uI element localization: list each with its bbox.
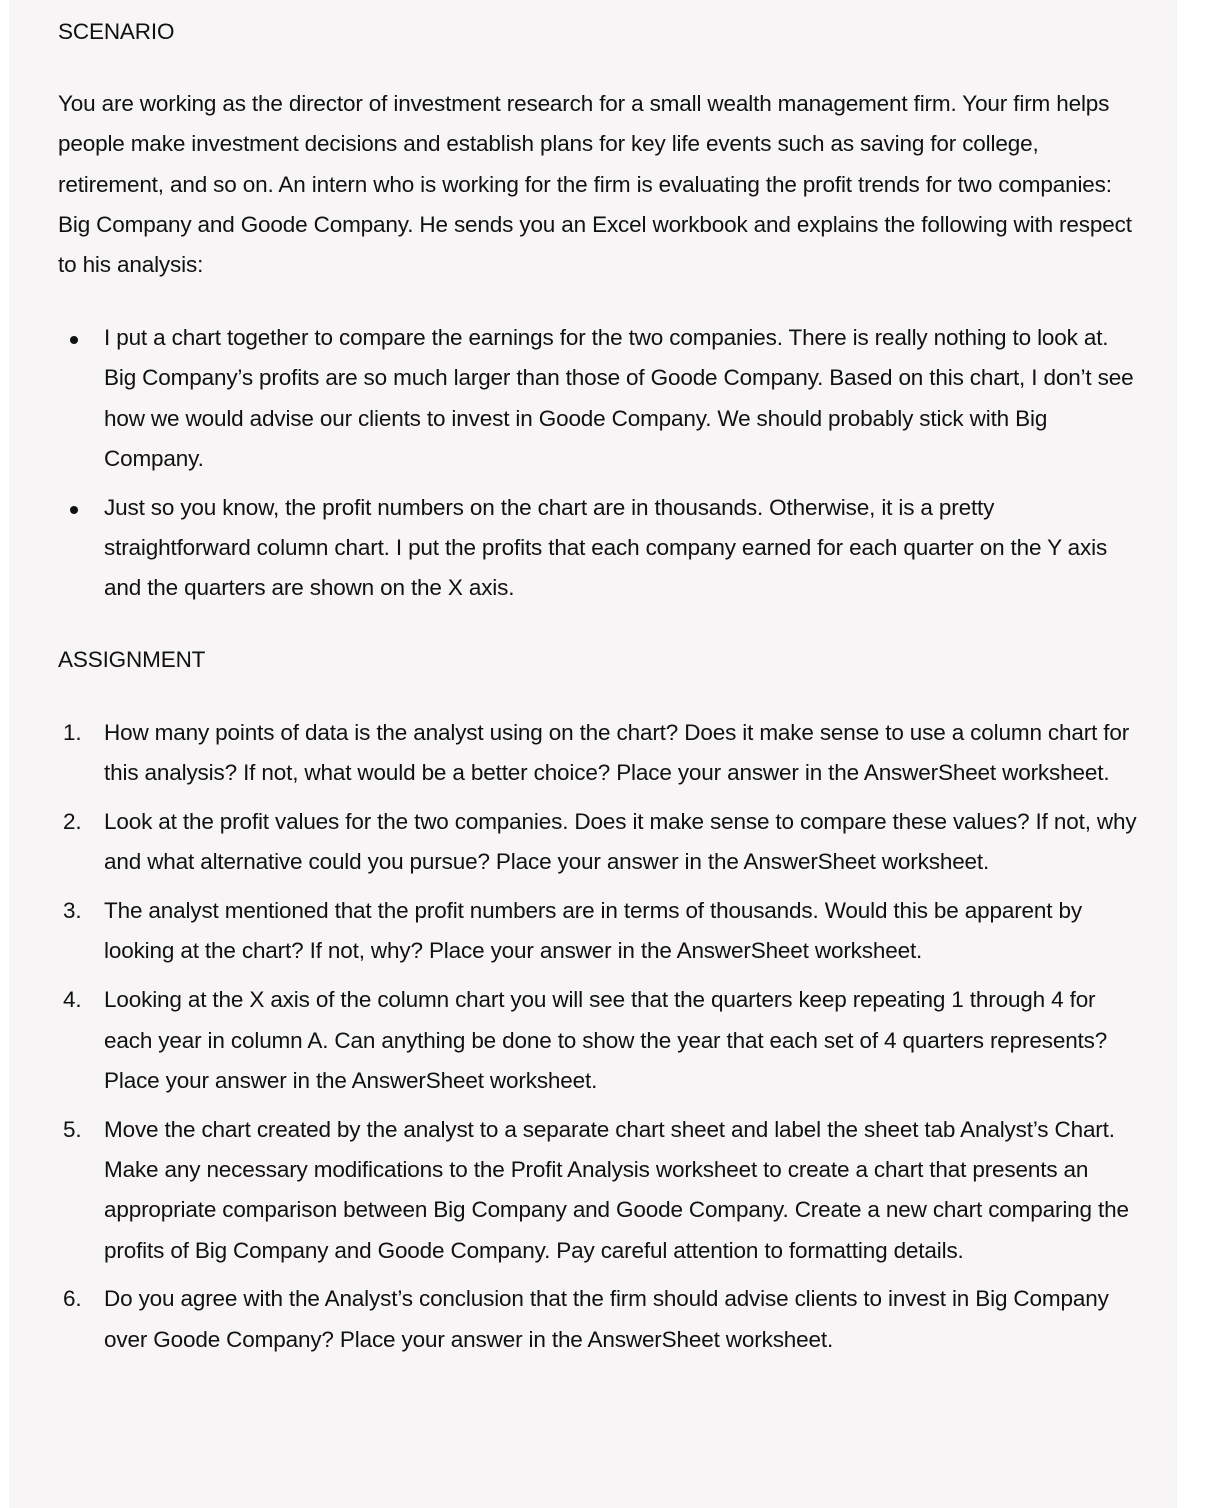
item-text: Do you agree with the Analyst’s conclusion that the firm should advise clients to invest in Big Company over Goode Company? Place your answer in the AnswerSheet worksheet.: [104, 1286, 1109, 1352]
item-text: Looking at the X axis of the column chart you will see that the quarters keep repeating 1 through 4 for each year in column A. Can anything be done to show the year that each set of 4 quarters represents? Place your answer in the AnswerSheet worksheet.: [104, 987, 1108, 1093]
list-item: [58, 713, 1138, 794]
scenario-heading: SCENARIO: [58, 19, 175, 44]
list-item: [58, 488, 1138, 609]
list-item: [58, 980, 1138, 1101]
bullet-text: Just so you know, the profit numbers on the chart are in thousands. Otherwise, it is a pretty straightforward column chart. I put the profits that each company earned for each quarter on the Y axis and the quarters are shown on the X axis.: [104, 494, 1108, 601]
item-number: 2.: [63, 809, 82, 835]
scenario-bullet-list: [58, 318, 1138, 617]
list-item: [58, 891, 1138, 972]
bullet-icon: [70, 336, 78, 344]
item-text: Look at the profit values for the two companies. Does it make sense to compare these values? If not, why and what alternative could you pursue? Place your answer in the AnswerSheet worksheet.: [104, 809, 1137, 875]
item-number: 4.: [63, 987, 82, 1013]
list-item: [58, 1110, 1138, 1271]
assignment-heading: ASSIGNMENT: [58, 647, 206, 672]
item-text: The analyst mentioned that the profit numbers are in terms of thousands. Would this be apparent by looking at the chart? If not, why? Place your answer in the AnswerSheet worksheet.: [104, 898, 1082, 964]
document-page: [9, 0, 1177, 1508]
list-item: [58, 1279, 1138, 1360]
item-text: How many points of data is the analyst using on the chart? Does it make sense to use a column chart for this analysis? If not, what would be a better choice? Place your answer in the AnswerSheet worksheet.: [104, 720, 1130, 786]
item-number: 1.: [63, 720, 82, 745]
item-number: 3.: [63, 898, 82, 924]
item-number: 5.: [63, 1116, 82, 1142]
scenario-intro: You are working as the director of investment research for a small wealth management firm. Your firm helps people make investment decisions and establish plans for key life events such as saving for college, retirement, and so on. An intern who is working for the firm is evaluating the profit trends for two companies: Big Company and Goode Company. He sends you an Excel workbook and explains the following with respect to his analysis:: [58, 91, 1132, 278]
list-item: [58, 318, 1138, 479]
item-number: 6.: [63, 1286, 82, 1312]
item-text: Move the chart created by the analyst to a separate chart sheet and label the sheet tab Analyst’s Chart. Make any necessary modifications to the Profit Analysis worksheet to create a chart that presents an appropriate comparison between Big Company and Goode Company. Create a new chart comparing the profits of Big Company and Goode Company. Pay careful attention to formatting details.: [104, 1116, 1129, 1263]
bullet-icon: [70, 506, 78, 514]
bullet-text: I put a chart together to compare the earnings for the two companies. There is really nothing to look at. Big Company’s profits are so much larger than those of Goode Company. Based on this chart, I don’t see how we would advise our clients to invest in Goode Company. We should probably stick with Big Company.: [104, 325, 1134, 471]
list-item: [58, 802, 1138, 883]
assignment-list: [58, 713, 1138, 1368]
